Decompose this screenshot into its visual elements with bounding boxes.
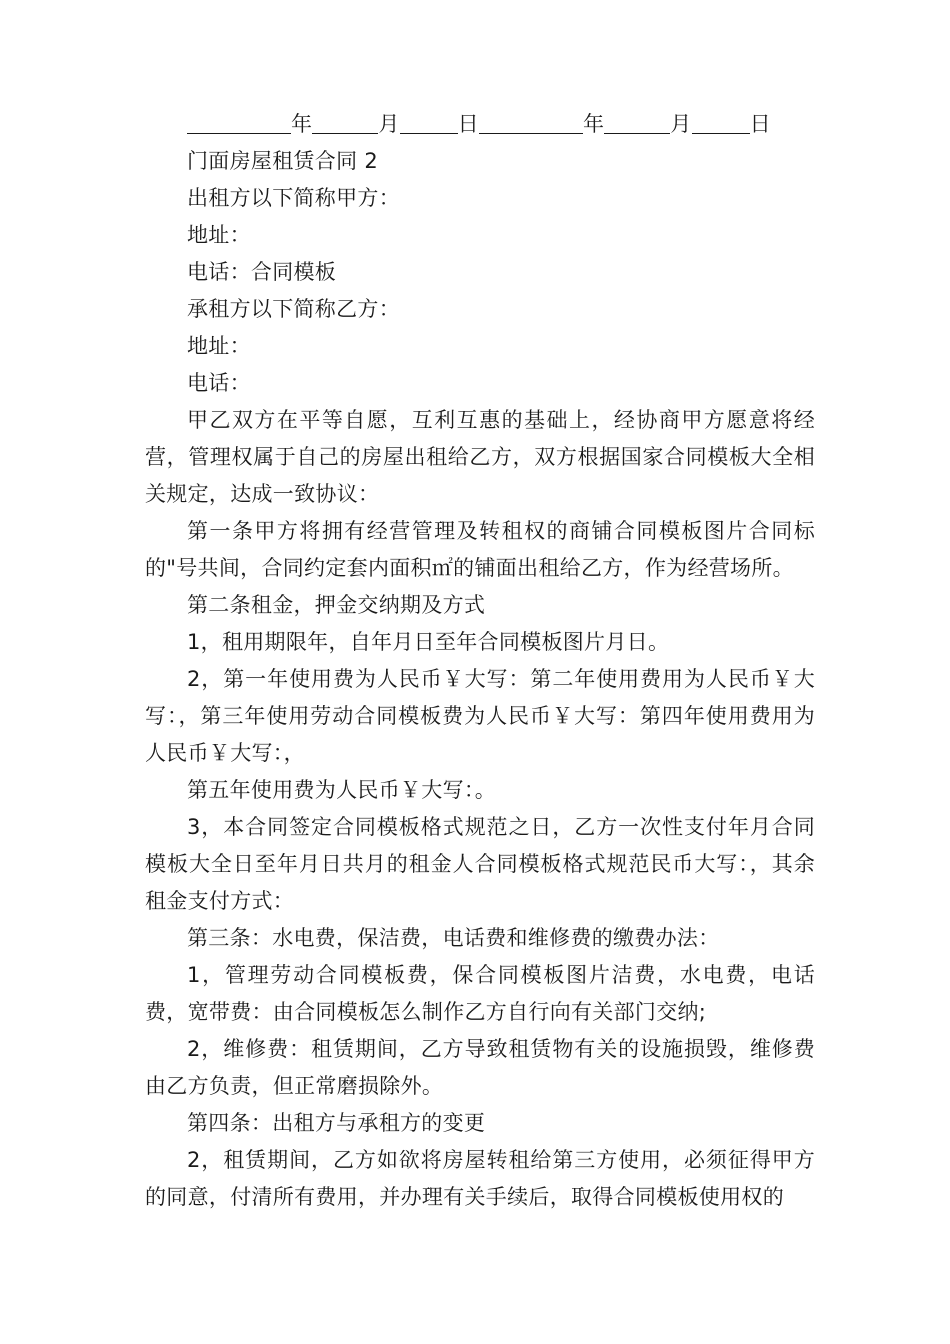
blank-underline [604, 111, 670, 134]
article-2-heading: 第二条租金，押金交纳期及方式 [187, 593, 486, 617]
day-label: 日 [457, 112, 479, 136]
year-label: 年 [582, 112, 605, 136]
day-label: 日 [749, 112, 771, 136]
year-label: 年 [291, 112, 313, 136]
blank-underline [692, 111, 750, 134]
article-3-clause-1: 1，管理劳动合同模板费，保合同模板图片洁费，水电费，电话费，宽带费：由合同模板怎么制作乙方自行向有关部门交纳; [145, 963, 815, 1024]
blank-underline [479, 111, 583, 134]
preamble-paragraph: 甲乙双方在平等自愿，互利互惠的基础上，经协商甲方愿意将经营，管理权属于自己的房屋出租给乙方，双方根据国家合同模板大全相关规定，达成一致协议： [145, 408, 815, 506]
lessor-label: 出租方以下简称甲方： [187, 186, 400, 210]
lessee-label: 承租方以下简称乙方： [187, 297, 400, 321]
article-2-clause-2: 2，第一年使用费为人民币￥大写：第二年使用费用为人民币￥大写：，第三年使用劳动合同模板费为人民币￥大写：第四年使用费用为人民币￥大写：， [145, 667, 815, 765]
blank-underline [312, 111, 378, 134]
month-label: 月 [378, 112, 400, 136]
contract-body [145, 106, 815, 1216]
article-1: 第一条甲方将拥有经营管理及转租权的商铺合同模板图片合同标的"号共间，合同约定套内面积㎡的铺面出租给乙方，作为经营场所。 [145, 519, 815, 580]
lessee-phone: 电话： [187, 371, 251, 395]
article-4-heading: 第四条：出租方与承租方的变更 [187, 1111, 486, 1135]
blank-underline [400, 111, 458, 134]
article-3-heading: 第三条：水电费，保洁费，电话费和维修费的缴费办法： [187, 926, 720, 950]
blank-underline [187, 111, 291, 134]
article-2-clause-2-cont: 第五年使用费为人民币￥大写：。 [187, 778, 496, 802]
lessor-phone: 电话：合同模板 [187, 260, 337, 284]
contract-title: 门面房屋租赁合同 2 [187, 149, 379, 173]
lessee-address: 地址： [187, 334, 251, 358]
article-2-clause-1: 1，租用期限年，自年月日至年合同模板图片月日。 [187, 630, 670, 654]
lessor-address: 地址： [187, 223, 251, 247]
article-3-clause-2: 2，维修费：租赁期间，乙方导致租赁物有关的设施损毁，维修费由乙方负责，但正常磨损除外。 [145, 1037, 815, 1098]
article-2-clause-3: 3，本合同签定合同模板格式规范之日，乙方一次性支付年月合同模板大全日至年月日共月的租金人合同模板格式规范民币大写：，其余租金支付方式： [145, 815, 815, 913]
article-4-clause-2: 2，租赁期间，乙方如欲将房屋转租给第三方使用，必须征得甲方的同意，付清所有费用，并办理有关手续后，取得合同模板使用权的 [145, 1148, 815, 1209]
date-signature-line [145, 106, 815, 143]
month-label: 月 [670, 112, 692, 136]
